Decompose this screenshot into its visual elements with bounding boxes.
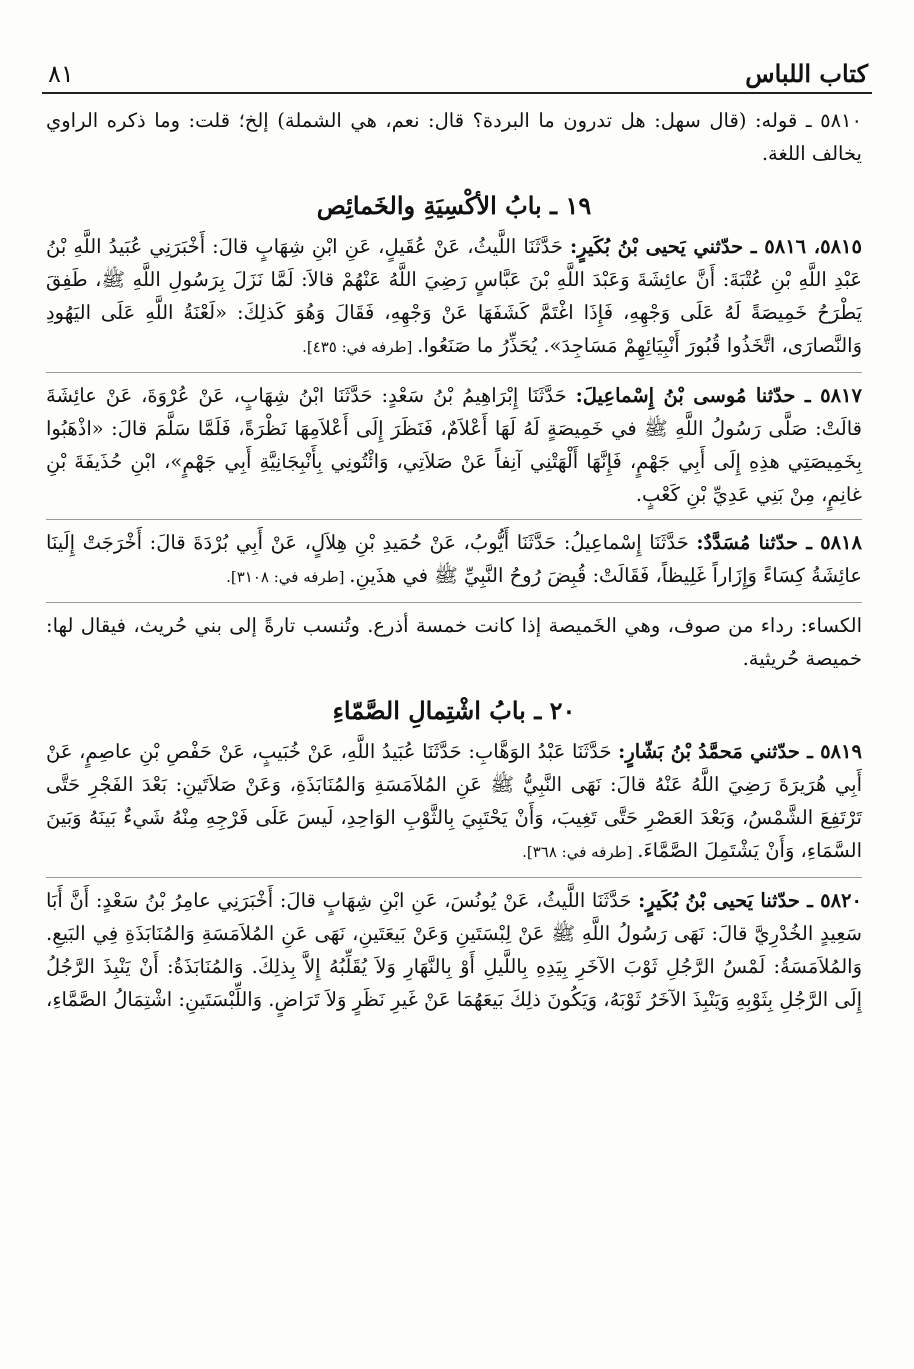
chapter-heading-20: ٢٠ ـ بابُ اشْتِمالِ الصَّمّاءِ (332, 696, 576, 725)
hadith-lead: ٥٨١٥، ٥٨١٦ ـ حدّثني يَحيى بْنُ بُكَيرٍ: (570, 235, 862, 258)
hadith-text: حَدَّثَنَا اللَّيثُ، عَنْ عُقَيلٍ، عَنِ ابْنِ شِهَابٍ قالَ: أَخْبَرَنِي عُبَيدُ اللَّهِ بْنُ عَبْدِ اللَّهِ بْنِ عُتْبَةَ: أَنَّ عائِشَةَ وَعَبْدَ اللَّهِ بْنَ عَبَّاسٍ رَضِيَ اللَّهُ عَنْهُمْ قالاَ: لَمَّا نَزَلَ بِرَسُولِ اللَّهِ ﷺ، طَفِقَ يَطْرَحُ خَمِيصَةً لَهُ عَلَى وَجْهِهِ، فَإِذَا اغْتَمَّ كَشَفَهَا عَنْ وَجْهِهِ، فَقَالَ وَهُوَ كَذلِكَ: «لَعْنَةُ اللَّهِ عَلَى اليَهُودِ وَالنَّصارَى، اتَّخَذُوا قُبُورَ أَنْبِيَائِهِمْ مَسَاجِدَ». يُحَذِّرُ ما صَنَعُوا. (46, 235, 862, 357)
hadith-5817 (46, 379, 862, 511)
hadith-lead: ٥٨١٧ ـ حدّثنا مُوسى بْنُ إِسْماعِيلَ: (575, 384, 862, 407)
running-title: كتاب اللباس (745, 59, 868, 88)
commentary-kisa: الكساء: رداء من صوف، وهي الخَميصة إذا كانت خمسة أذرع. وتُنسب تارةً إلى بني حُريث، فيقال لها: خميصة حُريثية. (46, 614, 862, 670)
hadith-text: حَدَّثَنَا إِبْرَاهِيمُ بْنُ سَعْدٍ: حَدَّثَنَا ابْنُ شِهَابٍ، عَنْ عُرْوَةَ، عَنْ عائِشَةَ قالَتْ: صَلَّى رَسُولُ اللَّهِ ﷺ في خَمِيصَةٍ لَهُ لَهَا أَعْلاَمٌ، فَنَظَرَ إِلَى أَعْلاَمِهَا نَظْرَةً، فَلَمَّا سَلَّمَ قالَ: «اذْهَبُوا بِخَمِيصَتِي هذِهِ إِلَى أَبِي جَهْمٍ، فَإِنَّهَا أَلْهَتْنِي آنِفاً عَنْ صَلاَتِي، وَائْتُونِي بِأَنْبِجَانِيَّةِ أَبِي جَهْمٍ»، ابْنِ حُذَيفَةَ بْنِ غانِمٍ، مِنْ بَنِي عَدِيِّ بْنِ كَعْبٍ. (46, 384, 862, 506)
commentary-5810: ٥٨١٠ ـ قوله: (قال سهل: هل تدرون ما البردة؟ قال: نعم، هي الشملة) إلخ؛ قلت: وما ذكره الراوي يخالف اللغة. (46, 109, 862, 165)
divider (46, 519, 862, 520)
hadith-lead: ٥٨١٨ ـ حدّثنا مُسَدَّدٌ: (696, 531, 862, 554)
hadith-lead: ٥٨١٩ ـ حدّثني مَحمَّدُ بْنُ بَشّارٍ: (618, 740, 862, 763)
cross-reference: [طرفه في: ٣١٠٨]. (226, 568, 350, 586)
hadith-lead: ٥٨٢٠ ـ حدّثنا يَحيى بْنُ بُكَيرٍ: (638, 889, 862, 912)
hadith-text: حَدَّثَنَا اللَّيثُ، عَنْ يُونُسَ، عَنِ ابْنِ شِهَابٍ قالَ: أَخْبَرَنِي عامِرُ بْنُ سَعْدٍ: أَنَّ أَبَا سَعِيدٍ الخُدْرِيَّ قالَ: نَهَى رَسُولُ اللَّهِ ﷺ عَنْ لِبْسَتَينِ وَعَنْ بَيعَتَينِ، نَهَى عَنِ المُلاَمَسَةِ وَالمُنَابَذَةِ فِي البَيعِ. وَالمُلاَمَسَةُ: لَمْسُ الرَّجُلِ ثَوْبَ الآخَرِ بِيَدِهِ بِاللَّيلِ أَوْ بِالنَّهَارِ وَلاَ يُقَلِّبُهُ إِلاَّ بِذلِكَ. وَالمُنَابَذَةُ: أَنْ يَنْبِذَ الرَّجُلُ إِلَى الرَّجُلِ بِثَوْبِهِ وَيَنْبِذَ الآخَرُ ثَوْبَهُ، وَيَكُونَ ذلِكَ بَيعَهُمَا عَنْ غَيرِ نَظَرٍ وَلاَ تَرَاضٍ. وَاللِّبْسَتَينِ: اشْتِمَالُ الصَّمَّاءِ، (46, 889, 862, 1011)
page-content (46, 104, 862, 1016)
page-number: ٨١ (48, 60, 74, 88)
cross-reference: [طرفه في: ٣٦٨]. (522, 843, 638, 861)
hadith-5815 (46, 230, 862, 364)
divider (46, 602, 862, 603)
hadith-text: حَدَّثَنَا إِسْماعِيلُ: حَدَّثَنَا أَيُّوبُ، عَنْ حُمَيدِ بْنِ هِلاَلٍ، عَنْ أَبِي بُرْدَةَ قالَ: أَخْرَجَتْ إِلَينَا عائِشَةُ كِسَاءً وَإِزَاراً غَلِيظاً، فَقَالَتْ: قُبِضَ رُوحُ النَّبِيِّ ﷺ في هذَينِ. (46, 531, 862, 587)
divider (46, 372, 862, 373)
page-header (42, 54, 872, 94)
chapter-heading-19: ١٩ ـ بابُ الأكْسِيَةِ والخَمائِص (316, 191, 592, 220)
divider (46, 877, 862, 878)
hadith-5818 (46, 526, 862, 594)
hadith-5820 (46, 884, 862, 1016)
hadith-text: حَدَّثَنَا عَبْدُ الوَهَّابِ: حَدَّثَنَا عُبَيدُ اللَّهِ، عَنْ خُبَيبٍ، عَنْ حَفْصِ بْنِ عاصِمٍ، عَنْ أَبِي هُرَيرَةَ رَضِيَ اللَّهُ عَنْهُ قالَ: نَهَى النَّبِيُّ ﷺ عَنِ المُلاَمَسَةِ وَالمُنَابَذَةِ، وَعَنْ صَلاَتَينِ: بَعْدَ الفَجْرِ حَتَّى تَرْتَفِعَ الشَّمْسُ، وَبَعْدَ العَصْرِ حَتَّى تَغِيبَ، وَأَنْ يَحْتَبِيَ بِالثَّوْبِ الوَاحِدِ، لَيسَ عَلَى فَرْجِهِ مِنْهُ شَيءٌ بَينَهُ وَبَينَ السَّمَاءِ، وَأَنْ يَشْتَمِلَ الصَّمَّاءَ. (46, 740, 862, 862)
hadith-5819 (46, 735, 862, 869)
cross-reference: [طرفه في: ٤٣٥]. (302, 338, 418, 356)
